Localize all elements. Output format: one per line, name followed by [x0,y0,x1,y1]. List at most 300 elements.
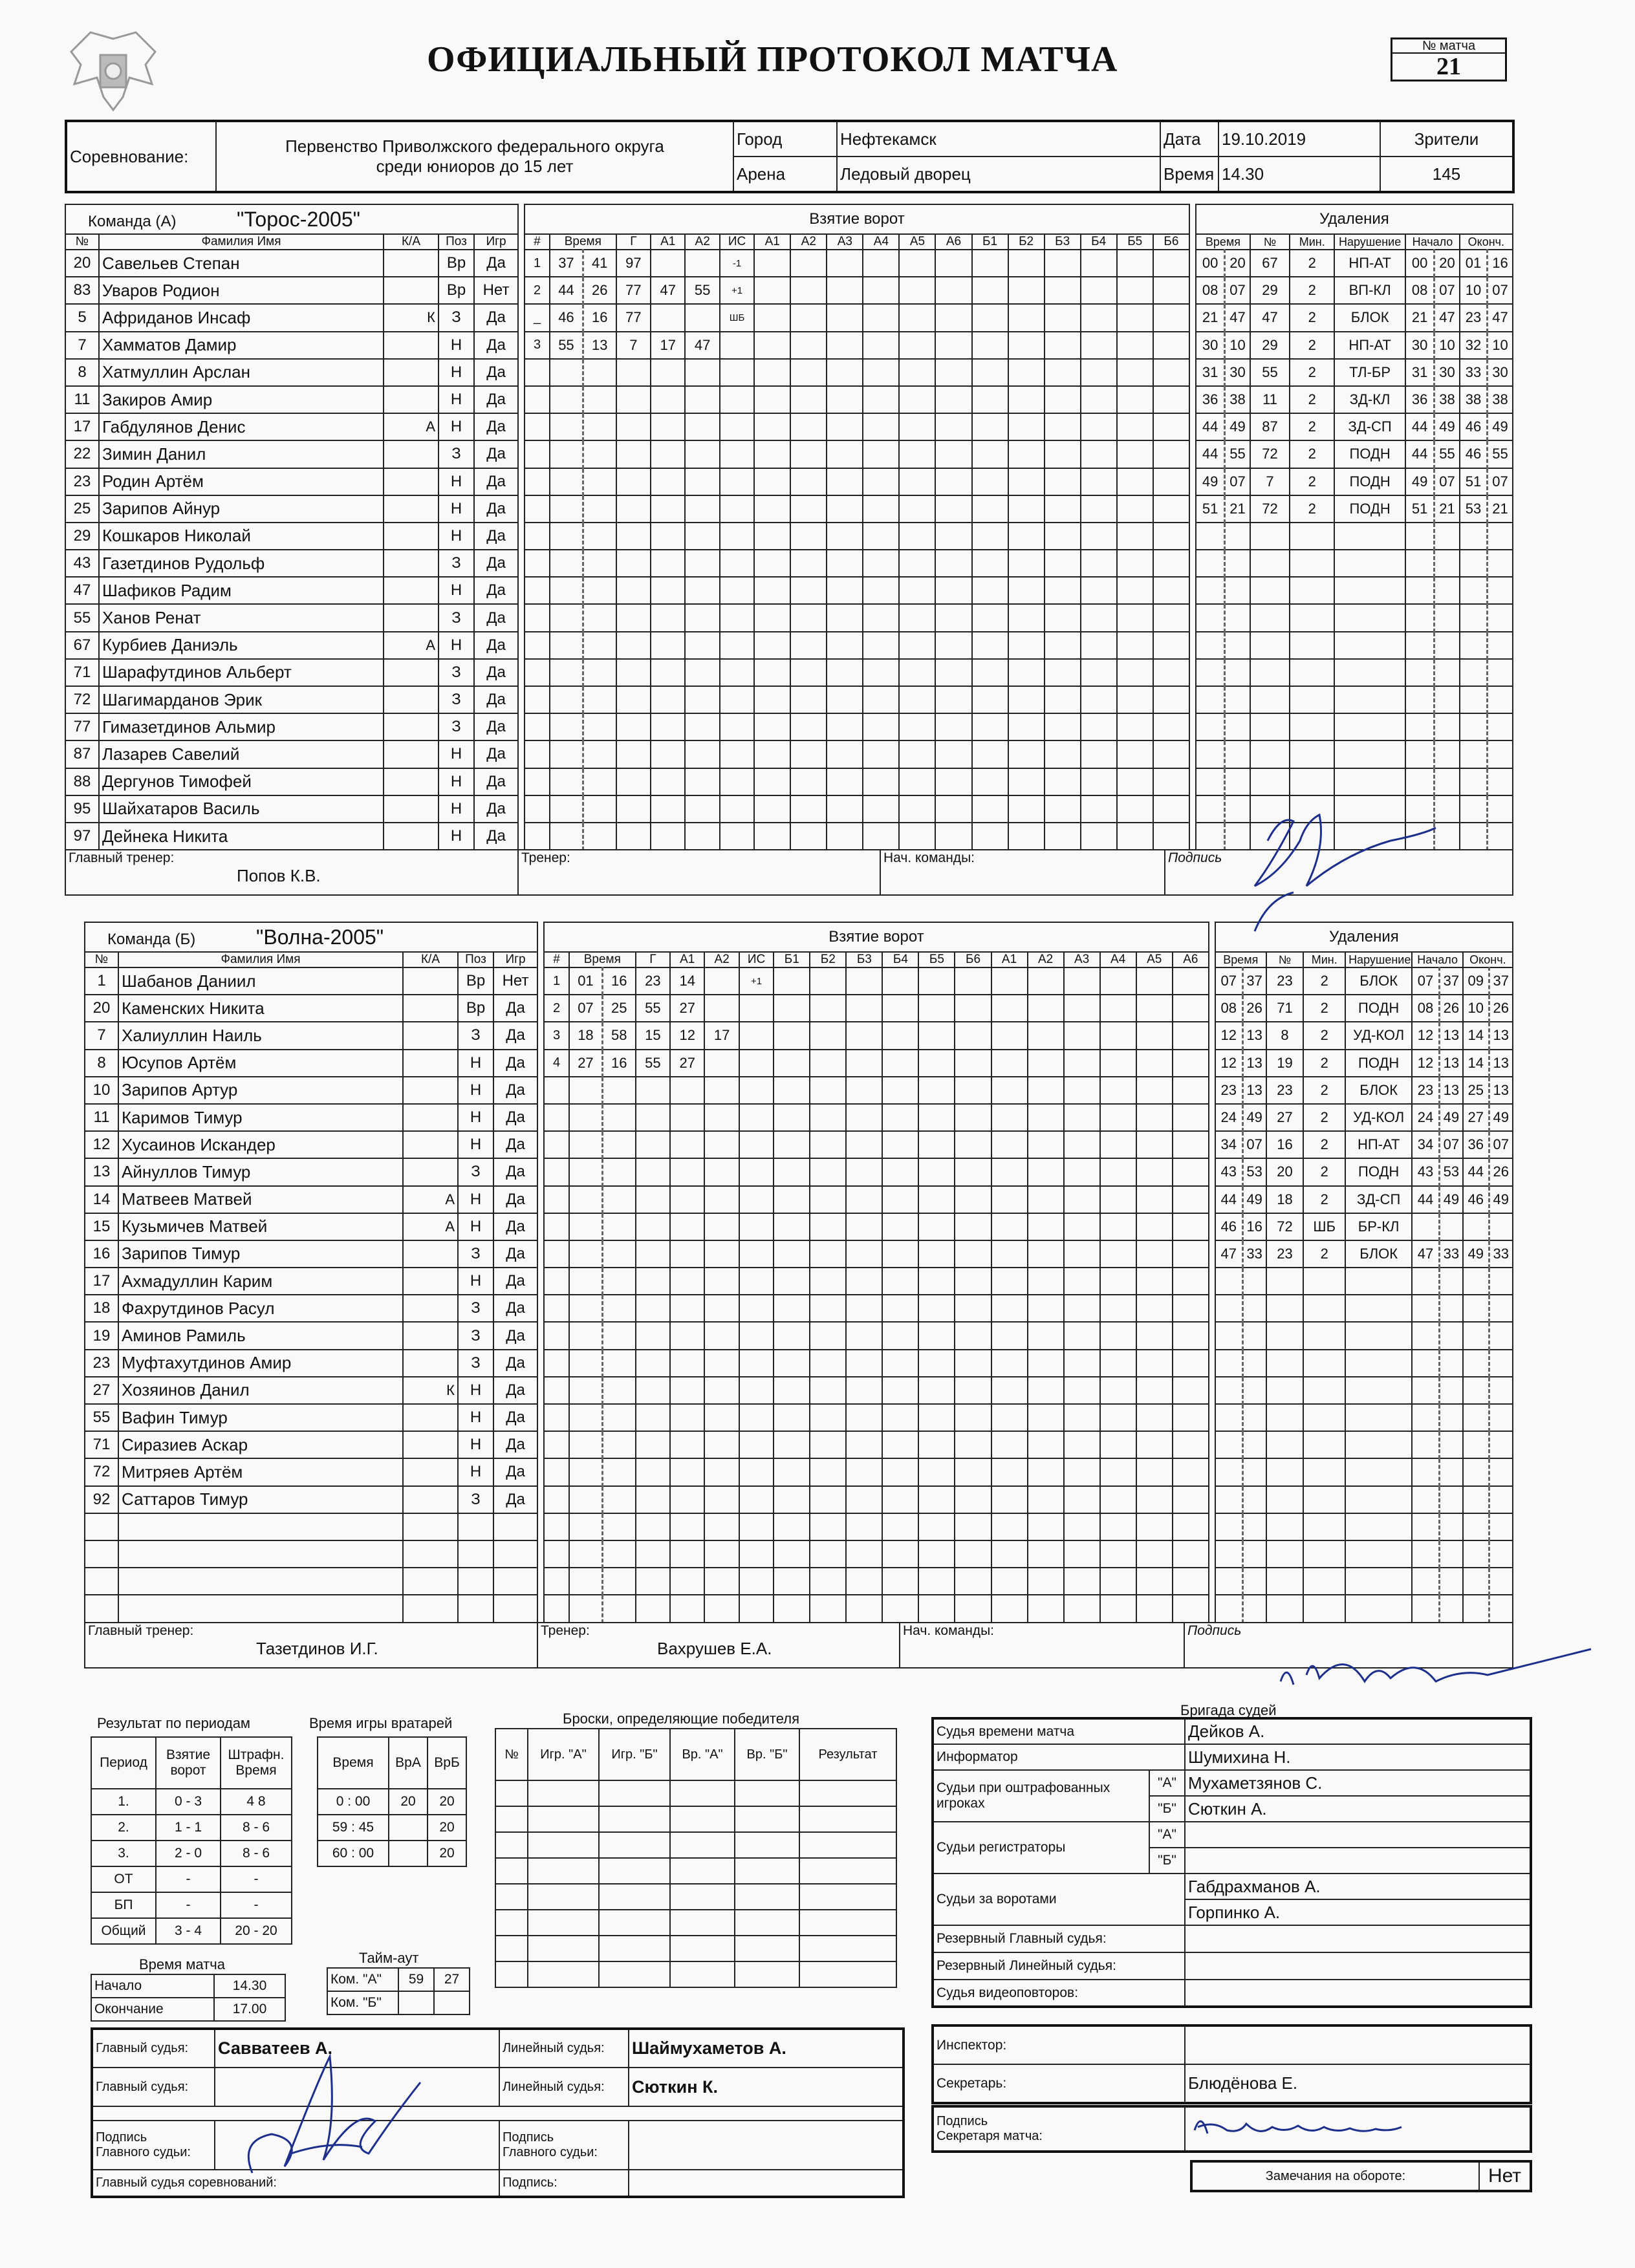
player-number: 18 [85,1295,118,1322]
goalie-time-table [317,1736,467,1867]
arena-label: Арена [733,157,837,192]
penalty-row [1215,1131,1513,1158]
pen-start-sec: 53 [1439,1158,1463,1185]
empty-cell [1064,1104,1100,1131]
empty-cell [583,440,616,468]
empty-cell [827,577,863,604]
empty-cell [955,1295,991,1322]
empty-cell [583,550,616,577]
empty-cell [882,1295,918,1322]
player-ka [403,1350,458,1377]
empty-cell [670,1186,704,1213]
empty-cell [685,359,719,386]
empty-cell [636,1104,670,1131]
empty-cell [569,1240,602,1268]
player-name: Фахрутдинов Расул [118,1295,403,1322]
empty-cell [550,523,583,550]
goal-scorer: 7 [616,332,651,359]
empty-cell [1345,1322,1412,1349]
empty-cell [846,1158,882,1185]
empty-cell [754,523,790,550]
empty-cell [685,823,719,850]
shootout-row [495,1858,896,1884]
empty-cell [1334,523,1405,550]
player-play: Да [474,468,518,495]
pen-time-sec: 53 [1242,1158,1266,1185]
empty-cell [685,768,719,795]
goal-scorer: 23 [636,967,670,995]
match-time-title: Время матча [139,1956,225,1972]
empty-cell [935,495,971,523]
empty-cell [899,413,935,440]
main-ref: Савватеев А. [215,2029,499,2068]
goal-row [544,1431,1209,1458]
player-number: 16 [85,1240,118,1268]
empty-cell [1463,1350,1489,1377]
empty-cell [1489,1295,1513,1322]
empty-cell [1081,577,1117,604]
shootout-col-0: № [495,1729,528,1780]
player-name: Кошкаров Николай [99,523,384,550]
empty-cell [1045,250,1081,277]
empty-cell [1439,1295,1463,1322]
empty-cell [720,823,754,850]
empty-cell [616,413,651,440]
pen-start-min: 51 [1405,495,1435,523]
empty-cell [739,1213,774,1240]
empty-cell [670,1595,704,1622]
empty-cell [1488,523,1513,550]
player-ka [403,1077,458,1104]
pen-time-min: 47 [1215,1240,1242,1268]
empty-cell [1117,604,1153,631]
pen-start-sec: 30 [1435,359,1460,386]
pen-time-sec: 13 [1242,1077,1266,1104]
empty-cell [882,1595,918,1622]
empty-cell [827,386,863,413]
empty-cell [1196,686,1225,713]
empty-cell [636,1295,670,1322]
shootout-row [495,1936,896,1961]
empty-cell [636,1131,670,1158]
pen-time-min: 21 [1196,304,1225,331]
empty-cell [935,468,971,495]
empty-cell [827,304,863,331]
goal-no: 1 [525,250,550,277]
penalty-box-b-label: "Б" [1149,1796,1185,1822]
empty-cell [882,1240,918,1268]
signature-label: Подпись [1168,850,1222,866]
empty-cell [955,1458,991,1485]
player-ka [384,523,439,550]
empty-cell [599,1884,670,1910]
empty-cell [670,1858,735,1884]
empty-cell [972,659,1008,686]
periods-col-period: Период [91,1737,156,1789]
empty-cell [810,1213,846,1240]
empty-cell [118,1513,403,1540]
empty-cell [1266,1595,1304,1622]
empty-cell [670,1513,704,1540]
empty-cell [739,1568,774,1595]
empty-cell [720,713,754,740]
empty-cell [1412,1268,1439,1295]
goal-row [544,1213,1209,1240]
empty-cell [918,995,955,1022]
empty-cell [1153,523,1189,550]
empty-cell [899,304,935,331]
goal-col-4: А2 [685,234,719,250]
pen-col-violation: Нарушение [1334,234,1405,250]
empty-cell [735,1832,799,1858]
player-number: 87 [65,740,99,768]
pen-end-sec: 55 [1488,440,1513,468]
empty-cell [1196,768,1225,795]
empty-cell [1463,1404,1489,1431]
empty-cell [1196,632,1225,659]
goal-row [525,632,1189,659]
empty-cell [1100,1213,1136,1240]
goal-no: _ [525,304,550,331]
empty-cell [1290,523,1334,550]
player-name: Митряев Артём [118,1458,403,1485]
pen-end-min: 53 [1460,495,1488,523]
goal-is [739,1050,774,1077]
empty-cell [918,1186,955,1213]
period-pim: 4 8 [221,1789,292,1815]
goal-no: 2 [525,277,550,304]
shootout-row [495,1780,896,1806]
pen-end-min: 51 [1460,468,1488,495]
pen-time-sec: 07 [1225,468,1250,495]
empty-cell [583,632,616,659]
empty-cell [720,577,754,604]
empty-cell [550,577,583,604]
empty-cell [1008,768,1045,795]
player-name: Айнуллов Тимур [118,1158,403,1185]
empty-cell [1196,795,1225,823]
empty-cell [863,440,899,468]
empty-cell [1064,1377,1100,1404]
goal-row [525,359,1189,386]
pen-start-min: 07 [1412,967,1439,995]
empty-cell [704,1540,739,1568]
empty-cell [827,604,863,631]
empty-cell [1303,1295,1345,1322]
empty-cell [1117,523,1153,550]
empty-cell [1153,495,1189,523]
empty-cell [651,550,685,577]
empty-cell [602,1186,635,1213]
empty-cell [1028,1104,1064,1131]
col-name: Фамилия Имя [99,234,384,250]
empty-cell [685,659,719,686]
empty-cell [1173,1077,1209,1104]
penalty-row [1196,332,1513,359]
empty-cell [899,332,935,359]
team-a-goals [524,204,1190,850]
player-number: 77 [65,713,99,740]
empty-cell [735,1936,799,1961]
empty-cell [1081,604,1117,631]
reserve-main-label: Резервный Главный судья: [933,1925,1185,1952]
goal-row [525,686,1189,713]
empty-cell [704,1240,739,1268]
player-row [65,823,518,850]
empty-cell [863,632,899,659]
empty-cell [1488,604,1513,631]
goal-col-lineup-1: Б2 [810,952,846,967]
pen-violation: ЗД-СП [1345,1186,1412,1213]
empty-cell [1303,1458,1345,1485]
empty-cell [918,1540,955,1568]
empty-cell [1196,823,1225,850]
empty-cell [1242,1295,1266,1322]
scorer-a-label: "А" [1149,1822,1185,1848]
pen-end-min: 25 [1463,1077,1489,1104]
empty-cell [790,795,827,823]
empty-cell [602,1213,635,1240]
pen-start-min: 31 [1405,359,1435,386]
goal-col-lineup-1: А2 [790,234,827,250]
pen-violation: БЛОК [1345,967,1412,995]
empty-cell [1488,632,1513,659]
empty-cell [1405,686,1435,713]
pen-time-min: 49 [1196,468,1225,495]
informer-label: Информатор [933,1744,1185,1770]
period-row [91,1815,292,1841]
player-row [85,1104,537,1131]
penalty-row [1196,740,1513,768]
empty-cell [1303,1350,1345,1377]
goalie-time: 60 : 00 [318,1841,389,1866]
empty-cell [935,413,971,440]
player-row [65,440,518,468]
player-ka [403,995,458,1022]
empty-cell [1266,1513,1304,1540]
empty-cell [846,995,882,1022]
empty-cell [972,359,1008,386]
team-b-signature-scribble [1268,1636,1604,1701]
empty-cell [616,604,651,631]
empty-cell [544,1458,569,1485]
empty-cell [1064,1186,1100,1213]
empty-cell [846,1377,882,1404]
empty-cell [670,1077,704,1104]
goal-row [525,440,1189,468]
empty-cell [774,1077,810,1104]
empty-cell [495,1858,528,1884]
empty-cell [1405,713,1435,740]
empty-cell [636,1540,670,1568]
empty-cell [1008,250,1045,277]
empty-cell [616,386,651,413]
empty-cell [955,1377,991,1404]
pen-violation: ЗД-КЛ [1334,386,1405,413]
empty-cell [599,1961,670,1987]
empty-cell [685,713,719,740]
empty-cell [790,523,827,550]
empty-cell [774,1540,810,1568]
empty-cell [550,740,583,768]
empty-cell [616,686,651,713]
empty-cell [774,1186,810,1213]
empty-cell [1173,1240,1209,1268]
goal-row [544,1513,1209,1540]
coach: Вахрушев Е.А. [657,1638,772,1658]
empty-cell [495,1884,528,1910]
empty-cell [1173,967,1209,995]
empty-cell [1460,740,1488,768]
empty-cell [1290,768,1334,795]
empty-cell [602,1568,635,1595]
empty-cell [651,659,685,686]
empty-cell [1028,1268,1064,1295]
goalie-b: 20 [428,1789,466,1815]
player-pos: Н [439,632,474,659]
empty-cell [1028,1295,1064,1322]
player-number: 13 [85,1158,118,1185]
player-play: Да [474,332,518,359]
empty-cell [1064,1295,1100,1322]
empty-cell [1081,713,1117,740]
empty-cell [720,550,754,577]
team-a-penalties [1195,204,1513,850]
empty-cell [1405,523,1435,550]
empty-cell [790,468,827,495]
empty-cell [1100,1404,1136,1431]
empty-cell [955,1158,991,1185]
pen-minutes: 2 [1303,1050,1345,1077]
empty-cell [1028,967,1064,995]
goalie-col-b: ВрБ [428,1737,466,1789]
goal-sec: 16 [602,1050,635,1077]
player-row [65,632,518,659]
empty-cell [810,1458,846,1485]
penalty-box-b: Сюткин А. [1185,1796,1531,1822]
player-number: 1 [85,967,118,995]
pen-time-sec: 13 [1242,1050,1266,1077]
player-ka [384,795,439,823]
empty-cell [1215,1595,1242,1622]
pen-player: 19 [1266,1050,1304,1077]
empty-cell [1136,1404,1173,1431]
empty-cell [118,1540,403,1568]
empty-cell [1173,1322,1209,1349]
goal-a2 [685,304,719,331]
start-label: Начало [91,1974,214,1998]
empty-cell [720,440,754,468]
empty-cell [1008,823,1045,850]
empty-cell [1153,577,1189,604]
player-name: Зарипов Тимур [118,1240,403,1268]
empty-cell [544,1568,569,1595]
player-name: Габдулянов Денис [99,413,384,440]
pen-end-sec: 07 [1488,468,1513,495]
empty-cell [636,1404,670,1431]
empty-cell [1334,713,1405,740]
empty-cell [972,686,1008,713]
empty-cell [1045,495,1081,523]
empty-cell [1064,967,1100,995]
empty-cell [85,1540,118,1568]
empty-cell [1489,1540,1513,1568]
pen-col-time: Время [1196,234,1250,250]
pen-start-min: 23 [1412,1077,1439,1104]
empty-cell [846,1022,882,1049]
empty-cell [544,1158,569,1185]
date: 19.10.2019 [1218,121,1380,157]
empty-cell [1303,1540,1345,1568]
empty-cell [899,495,935,523]
empty-cell [1028,1240,1064,1268]
goal-a1: 12 [670,1022,704,1049]
empty-cell [1412,1513,1439,1540]
empty-cell [991,1322,1028,1349]
empty-cell [544,1540,569,1568]
goal-col-lineup-4: Б5 [918,952,955,967]
empty-cell [1008,795,1045,823]
empty-cell [1266,1486,1304,1513]
player-name: Ханов Ренат [99,604,384,631]
penalty-row [1196,686,1513,713]
goal-row [544,995,1209,1022]
empty-cell [1136,1595,1173,1622]
goal-col-lineup-5: Б6 [955,952,991,967]
empty-cell [1215,1431,1242,1458]
empty-cell [918,1322,955,1349]
period-goals: 2 - 0 [156,1841,221,1866]
penalty-row [1215,1268,1513,1295]
periods-table [91,1736,292,1945]
player-pos: З [439,713,474,740]
empty-cell [1345,1404,1412,1431]
player-name: Ахмадуллин Карим [118,1268,403,1295]
empty-cell [1196,577,1225,604]
player-row [65,659,518,686]
referees-table [931,1717,1532,2008]
player-pos: З [439,686,474,713]
empty-cell [863,523,899,550]
empty-cell [882,1568,918,1595]
empty-cell [1266,1350,1304,1377]
player-number: 23 [65,468,99,495]
empty-cell [991,1458,1028,1485]
player-row [85,1377,537,1404]
player-play: Да [474,304,518,331]
empty-cell [955,1322,991,1349]
empty-cell [1266,1458,1304,1485]
empty-cell [1463,1513,1489,1540]
notes-table [1190,2160,1532,2192]
linesman-1: Шаймухаметов А. [629,2029,904,2068]
empty-cell [651,823,685,850]
empty-cell [882,1050,918,1077]
empty-cell [118,1568,403,1595]
player-number: 47 [65,577,99,604]
period-pim: 8 - 6 [221,1841,292,1866]
empty-cell [1173,995,1209,1022]
empty-cell [882,1513,918,1540]
player-pos: Н [439,823,474,850]
empty-cell [403,1595,458,1622]
empty-cell [720,413,754,440]
match-number: 21 [1436,53,1461,80]
goal-row [544,1568,1209,1595]
player-name: Хозяинов Данил [118,1377,403,1404]
empty-cell [918,1568,955,1595]
player-row [85,1050,537,1077]
